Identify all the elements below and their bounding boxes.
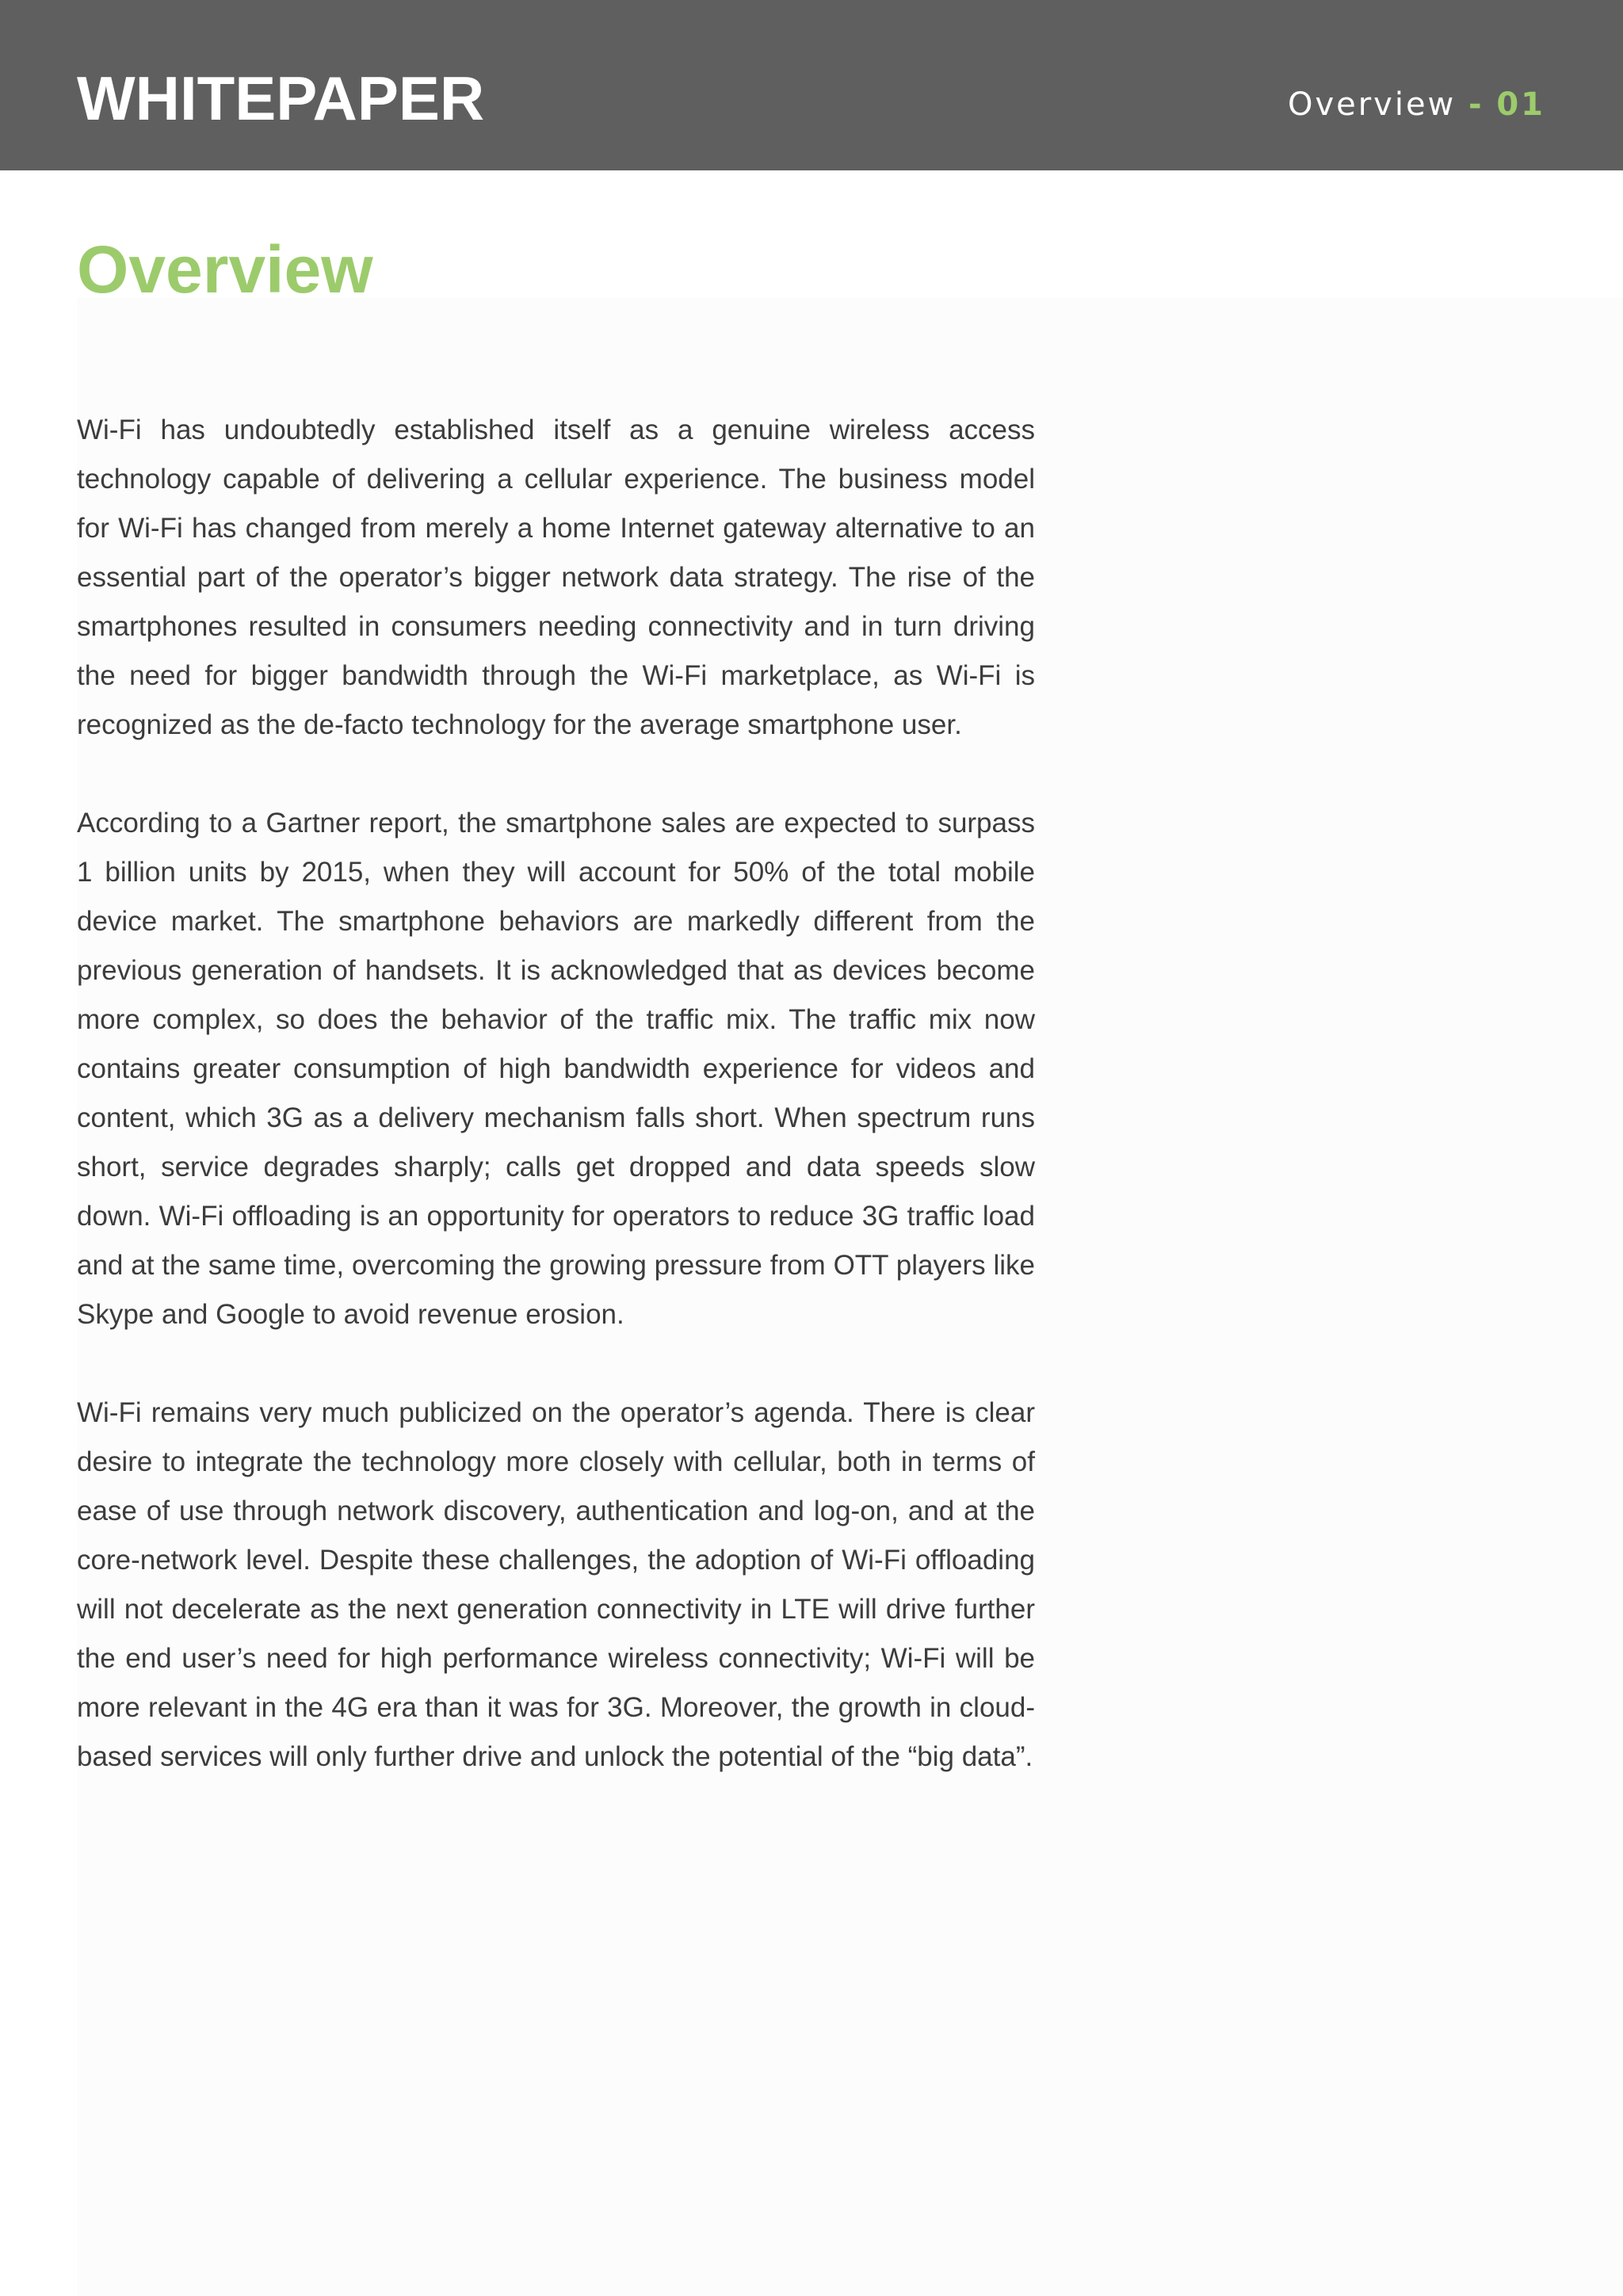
section-separator: - xyxy=(1468,86,1484,123)
body-text xyxy=(77,406,1035,1831)
paragraph-3: Wi-Fi remains very much publicized on the operator’s agenda. There is clear desire to integrate the technology more closely with cellular, both in terms of ease of use through network discovery, authentication and log-on, and at the core-network level. Despite these challenges, the adoption of Wi-Fi offloading will not decelerate as the next generation connectivity in LTE will drive further the end user’s need for high performance wireless connectivity; Wi-Fi will be more relevant in the 4G era than it was for 3G. Moreover, the growth in cloud-based services will only further drive and unlock the potential of the “big data”. xyxy=(77,1397,1035,1772)
section-label: Overview xyxy=(1287,86,1457,123)
page-title: Overview xyxy=(77,232,373,307)
document-type-title: WHITEPAPER xyxy=(77,63,485,133)
section-indicator xyxy=(1288,82,1545,127)
page-number: 01 xyxy=(1496,86,1545,123)
paragraph-2: According to a Gartner report, the smartphone sales are expected to surpass 1 billion units by 2015, when they will account for 50% of the total mobile device market. The smartphone behaviors are markedly different from the previous generation of handsets. It is acknowledged that as devices become more complex, so does the behavior of the traffic mix. The traffic mix now contains greater consumption of high bandwidth experience for videos and content, which 3G as a delivery mechanism falls short. When spectrum runs short, service degrades sharply; calls get dropped and data speeds slow down. Wi-Fi offloading is an opportunity for operators to reduce 3G traffic load and at the same time, overcoming the growing pressure from OTT players like Skype and Google to avoid revenue erosion. xyxy=(77,808,1035,1330)
paragraph-1: Wi-Fi has undoubtedly established itself as a genuine wireless access technology capable of delivering a cellular experience. The business model for Wi-Fi has changed from merely a home Internet gateway alternative to an essential part of the operator’s bigger network data strategy. The rise of the smartphones resulted in consumers needing connectivity and in turn driving the need for bigger bandwidth through the Wi-Fi marketplace, as Wi-Fi is recognized as the de-facto technology for the average smartphone user. xyxy=(77,415,1035,740)
header-bar xyxy=(0,0,1623,170)
